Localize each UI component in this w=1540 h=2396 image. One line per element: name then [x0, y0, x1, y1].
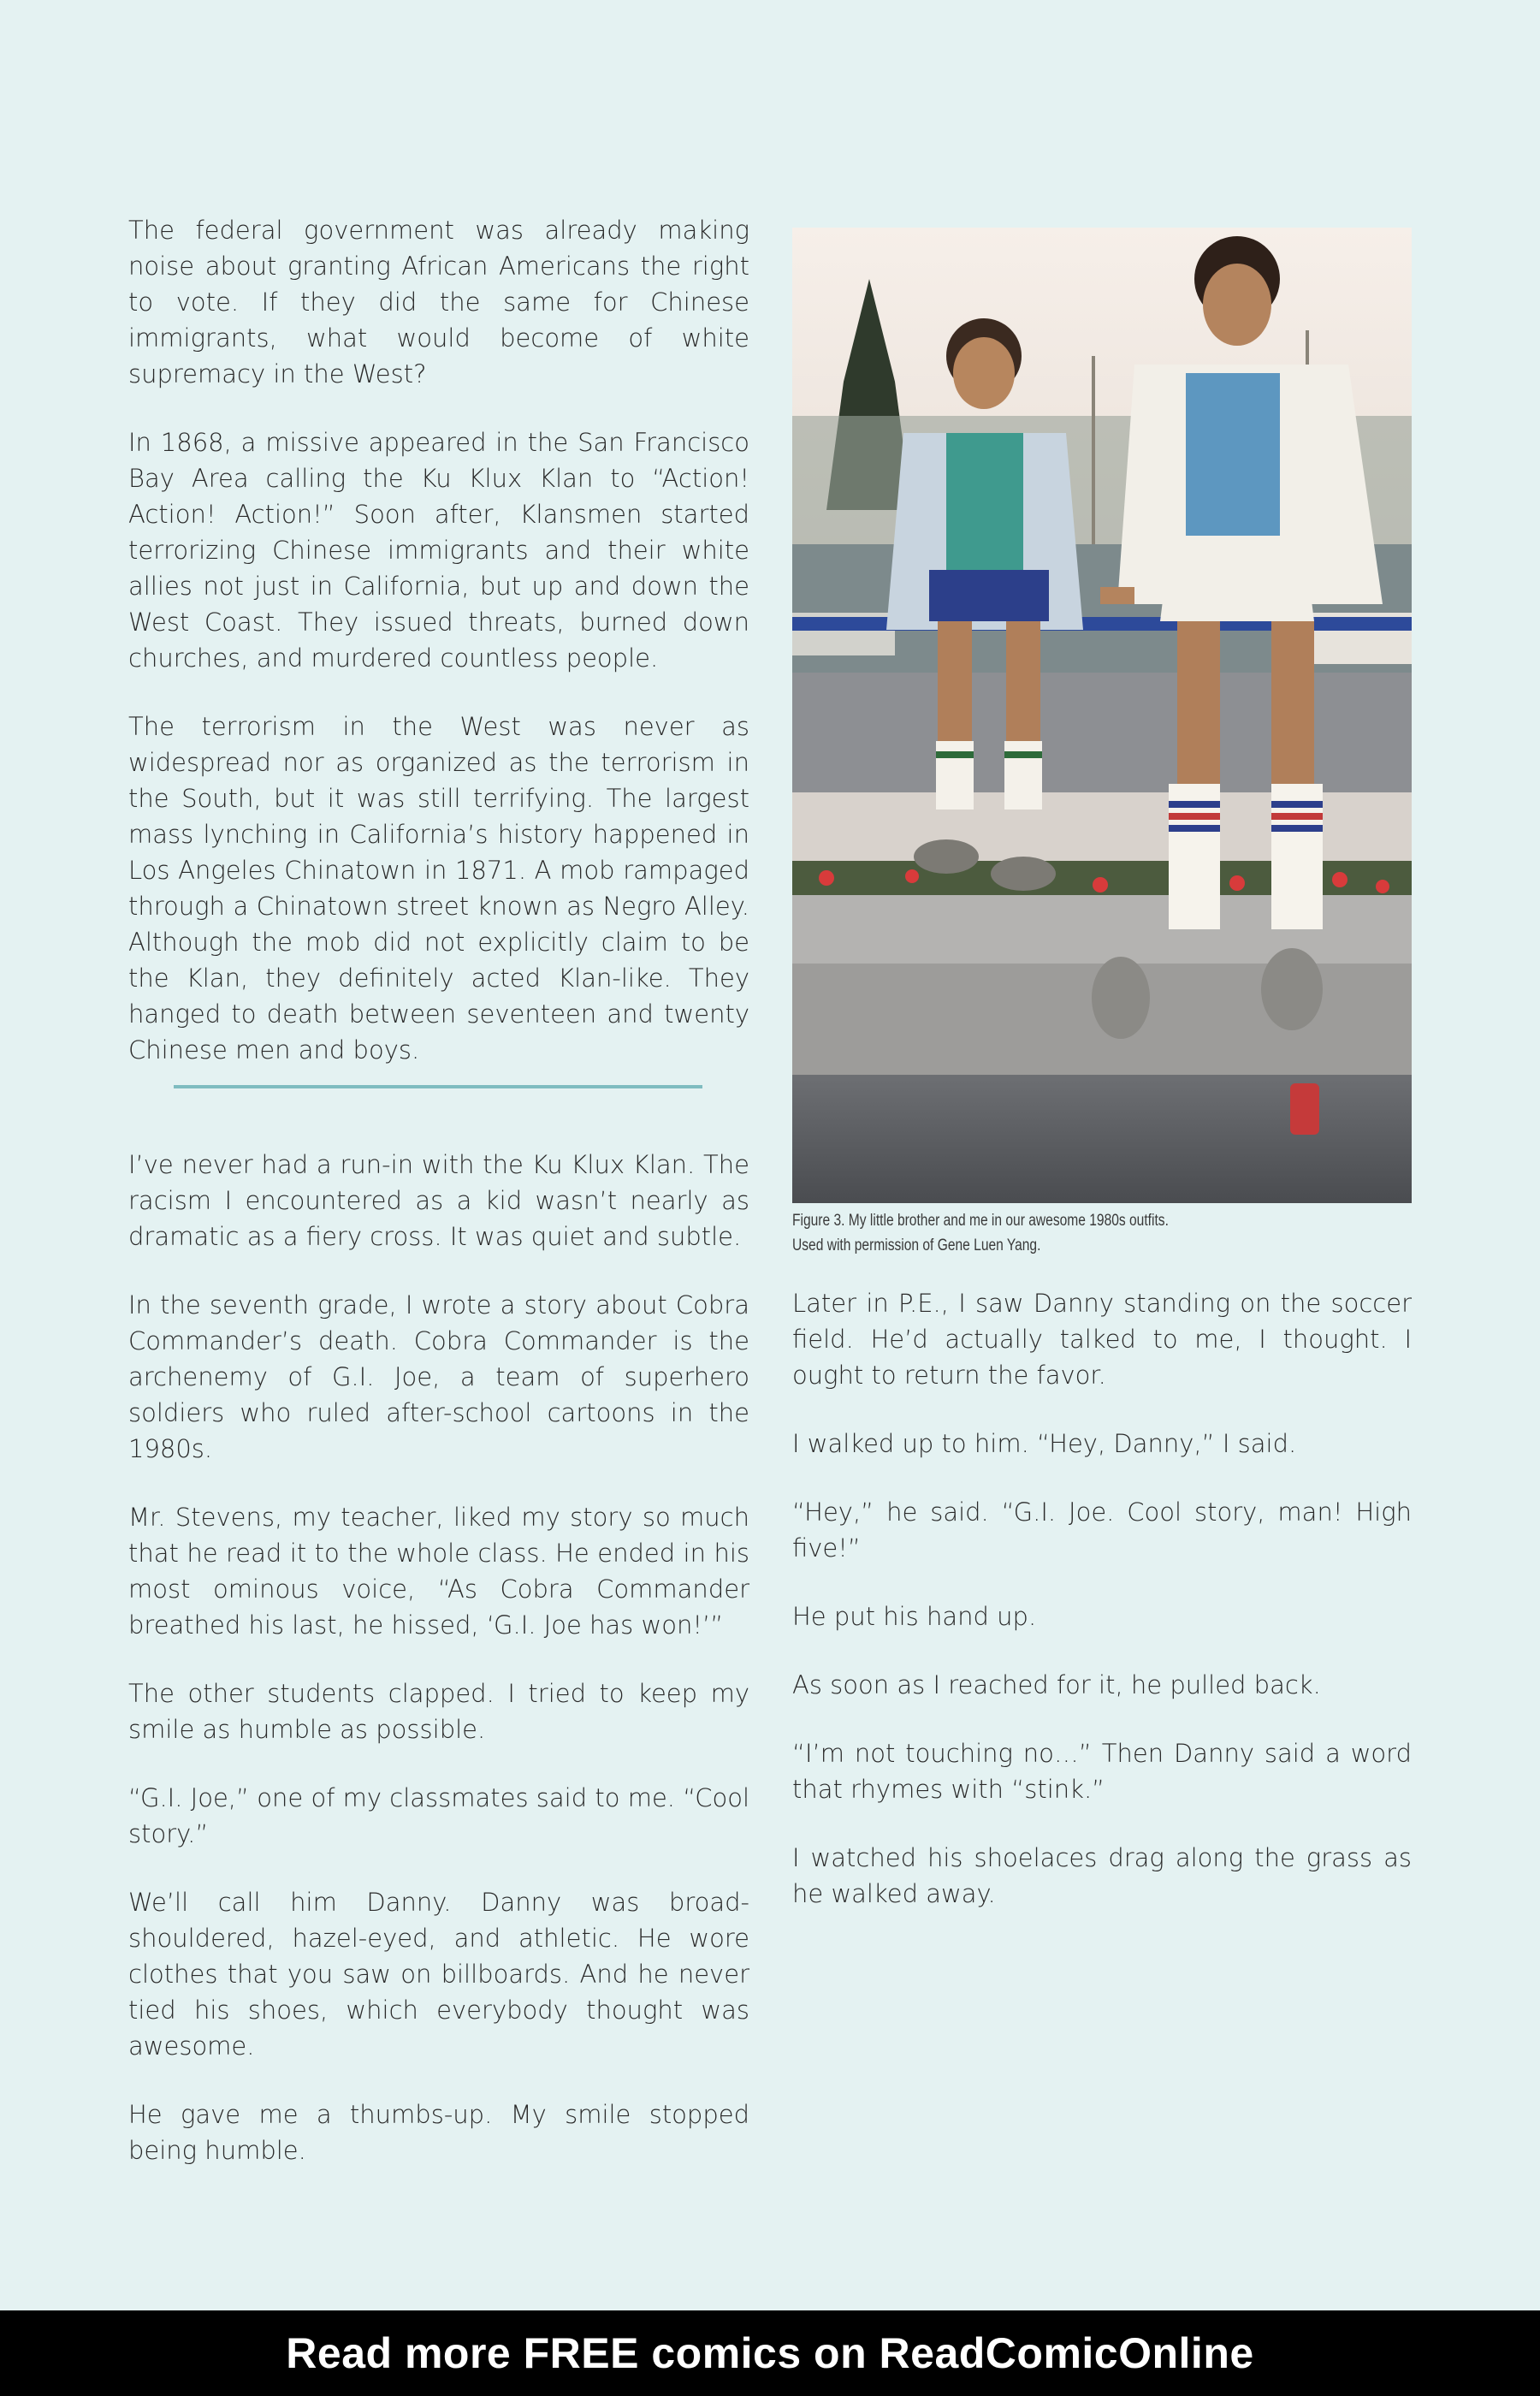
footer-link-text[interactable]: Read more FREE comics on ReadComicOnline — [286, 2329, 1254, 2377]
paragraph: I watched his shoelaces drag along the grass as he walked away. — [792, 1843, 1412, 1908]
caption-line: Used with permission of Gene Luen Yang. — [792, 1237, 1041, 1254]
paragraph: He put his hand up. — [792, 1602, 1037, 1631]
paragraph: He gave me a thumbs-up. My smile stopped being humble. — [128, 2100, 749, 2165]
left-column-bottom — [128, 1147, 749, 2201]
section-divider — [174, 1085, 702, 1088]
paragraph: The terrorism in the West was never as widespread nor as organized as the terrorism in the South, but it was still terrifying. The largest mass lynching in California’s history happened in Los Angeles Chinatown in 1871. A mob rampaged through a Chinatown street known as Negro Alley. Although the mob did not explicitly claim to be the Klan, they definitely acted Klan-like. They hanged to death between seventeen and twenty Chinese men and boys. — [128, 712, 749, 1065]
left-column-top — [128, 212, 749, 1100]
figure-caption — [792, 1208, 1300, 1258]
paragraph: In the seventh grade, I wrote a story about Cobra Commander’s death. Cobra Commander is the archenemy of G.I. Joe, a team of superhero soldiers who ruled after-school cartoons in the 1980s. — [128, 1290, 749, 1463]
paragraph: I’ve never had a run-in with the Ku Klux Klan. The racism I encountered as a kid wasn’t nearly as dramatic as a fiery cross. It was quiet and subtle. — [128, 1150, 749, 1251]
footer-banner[interactable] — [0, 2310, 1540, 2396]
paragraph: “G.I. Joe,” one of my classmates said to me. “Cool story.” — [128, 1783, 750, 1848]
paragraph: The other students clapped. I tried to keep my smile as humble as possible. — [128, 1679, 749, 1744]
paragraph: Mr. Stevens, my teacher, liked my story so much that he read it to the whole class. He ended in his most ominous voice, “As Cobra Commander breathed his last, he hissed, ‘G.I. Joe has won!’” — [128, 1503, 749, 1640]
paragraph: “Hey,” he said. “G.I. Joe. Cool story, man! High five!” — [792, 1498, 1412, 1563]
paragraph: I walked up to him. “Hey, Danny,” I said. — [792, 1429, 1297, 1458]
right-column — [792, 1285, 1412, 1944]
paragraph: “I’m not touching no…” Then Danny said a word that rhymes with “stink.” — [792, 1739, 1412, 1804]
paragraph: Later in P.E., I saw Danny standing on the soccer field. He’d actually talked to me, I thought. I ought to return the favor. — [792, 1289, 1412, 1390]
paragraph: The federal government was already making noise about granting African Americans the right to vote. If they did the same for Chinese immigrants, what would become of white supremacy in the West? — [128, 216, 749, 388]
paragraph: As soon as I reached for it, he pulled back. — [792, 1670, 1321, 1699]
figure-photo — [792, 228, 1412, 1203]
caption-line: Figure 3. My little brother and me in our awesome 1980s outfits. — [792, 1212, 1169, 1230]
paragraph: In 1868, a missive appeared in the San Francisco Bay Area calling the Ku Klux Klan to “Action! Action! Action!” Soon after, Klansmen started terrorizing Chinese immigrants and their white allies not just in California, but up and down the West Coast. They issued threats, burned down churches, and murdered countless people. — [128, 428, 749, 673]
paragraph: We’ll call him Danny. Danny was broad-shouldered, hazel-eyed, and athletic. He wore clothes that you saw on billboards. And he never tied his shoes, which everybody thought was awesome. — [128, 1888, 749, 2061]
